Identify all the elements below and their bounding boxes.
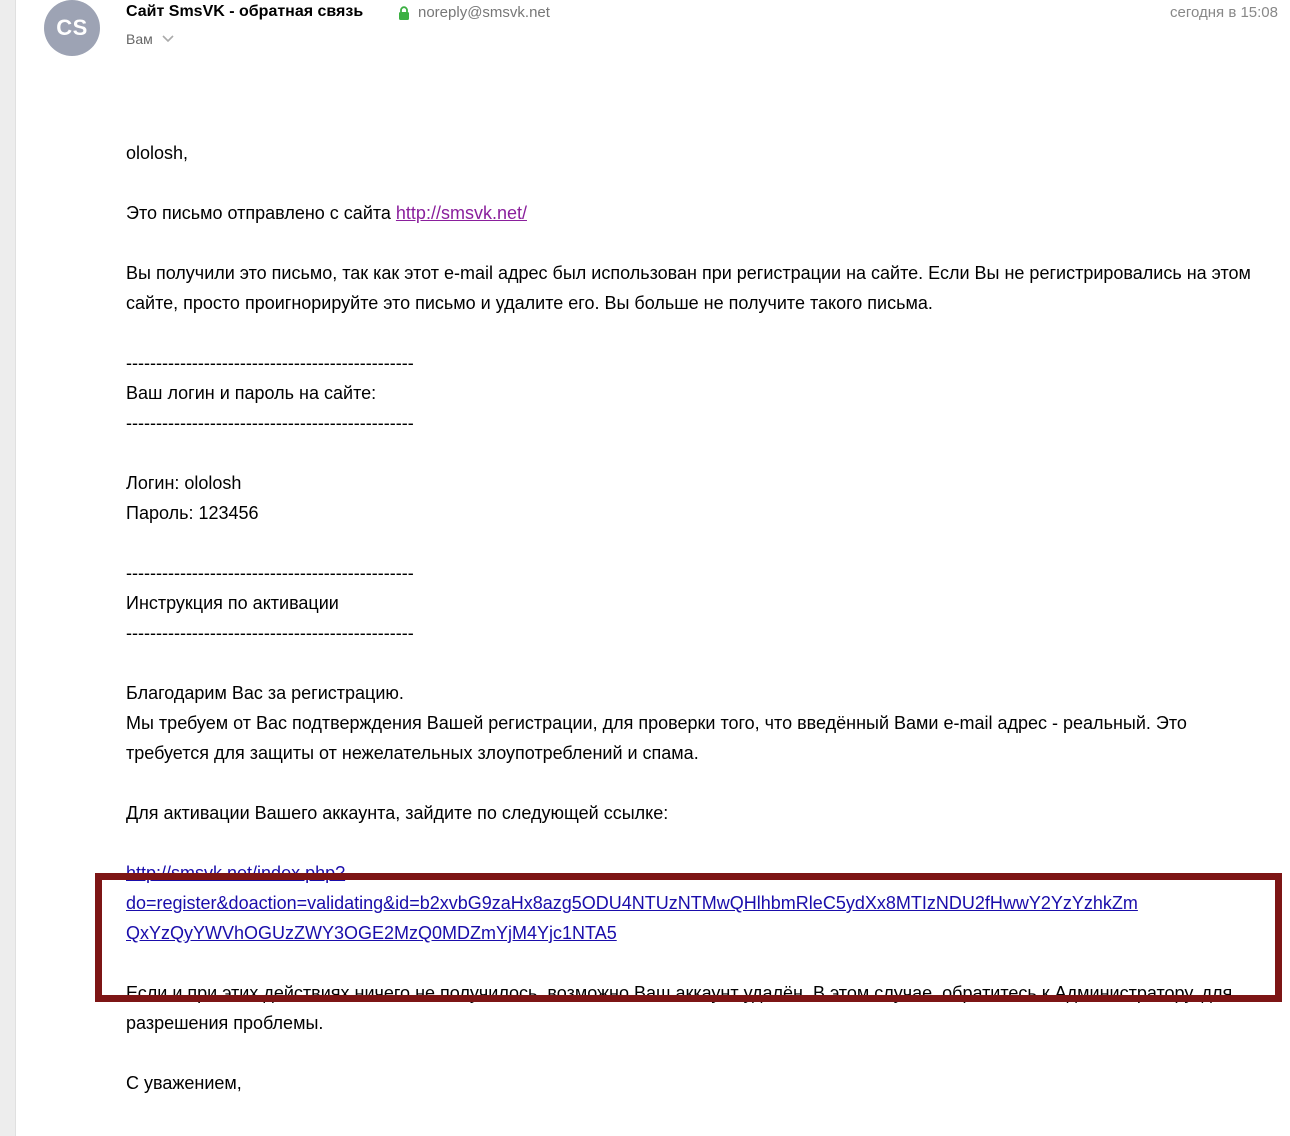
- message-date: сегодня в 15:08: [1170, 4, 1278, 21]
- credentials-section: [126, 348, 1256, 438]
- credentials-values: [126, 468, 1256, 528]
- avatar: CS: [44, 0, 100, 56]
- message-body: [126, 138, 1256, 1128]
- login-line: Логин: ololosh: [126, 473, 242, 493]
- recipient-toggle[interactable]: [126, 31, 175, 47]
- divider: ------------------------------------------------: [126, 623, 414, 643]
- reason-paragraph: Вы получили это письмо, так как этот e-mail адрес был использован при регистрации на сайте. Если Вы не регистрировались на этом сайте, просто проигнорируйте это письмо и удалите его. Вы больше не получите такого письма.: [126, 263, 1251, 313]
- left-panel-edge: [0, 0, 16, 1136]
- thanks-line: Благодарим Вас за регистрацию.: [126, 683, 404, 703]
- divider: ------------------------------------------------: [126, 563, 414, 583]
- credentials-heading: Ваш логин и пароль на сайте:: [126, 383, 377, 403]
- activation-link[interactable]: [126, 858, 1256, 948]
- greeting: ololosh,: [126, 143, 189, 163]
- activation-heading: Инструкция по активации: [126, 593, 339, 613]
- chevron-down-icon: [161, 34, 175, 44]
- activation-url-part[interactable]: do=register&doaction=validating&id=b2xvbG9zaHx8azg5ODU4NTUzNTMwQHlhbmRleC5ydXx8MTIzNDU2fHwwY2YzYzhkZm: [126, 893, 1138, 913]
- confirmation-request: Мы требуем от Вас подтверждения Вашей регистрации, для проверки того, что введённый Вами e-mail адрес - реальный. Это требуется для защиты от нежелательных злоупотреблений и спама.: [126, 713, 1187, 763]
- divider: ------------------------------------------------: [126, 413, 414, 433]
- site-link[interactable]: http://smsvk.net/: [395, 203, 527, 223]
- activation-url-part[interactable]: QxYzQyYWVhOGUzZWY3OGE2MzQ0MDZmYjM4Yjc1NTA5: [126, 923, 617, 943]
- activation-section: [126, 558, 1256, 648]
- activation-instruction: Для активации Вашего аккаунта, зайдите по следующей ссылке:: [126, 803, 669, 823]
- sent-from-line: [126, 198, 1256, 228]
- closing-line: С уважением,: [126, 1073, 242, 1093]
- recipient-label: Вам: [126, 31, 153, 47]
- activation-url-part[interactable]: http://smsvk.net/index.php?: [126, 863, 346, 883]
- divider: ------------------------------------------------: [126, 353, 414, 373]
- confirmation-paragraph: [126, 678, 1256, 768]
- lock-icon: [397, 6, 411, 20]
- password-line: Пароль: 123456: [126, 503, 259, 523]
- sent-from-text: Это письмо отправлено с сайта: [126, 203, 396, 223]
- fallback-paragraph: Если и при этих действиях ничего не получилось, возможно Ваш аккаунт удалён. В этом случае, обратитесь к Администратору, для разрешения проблемы.: [126, 983, 1233, 1033]
- sender-email[interactable]: noreply@smsvk.net: [418, 4, 550, 21]
- sender-name[interactable]: Сайт SmsVK - обратная связь: [126, 3, 364, 20]
